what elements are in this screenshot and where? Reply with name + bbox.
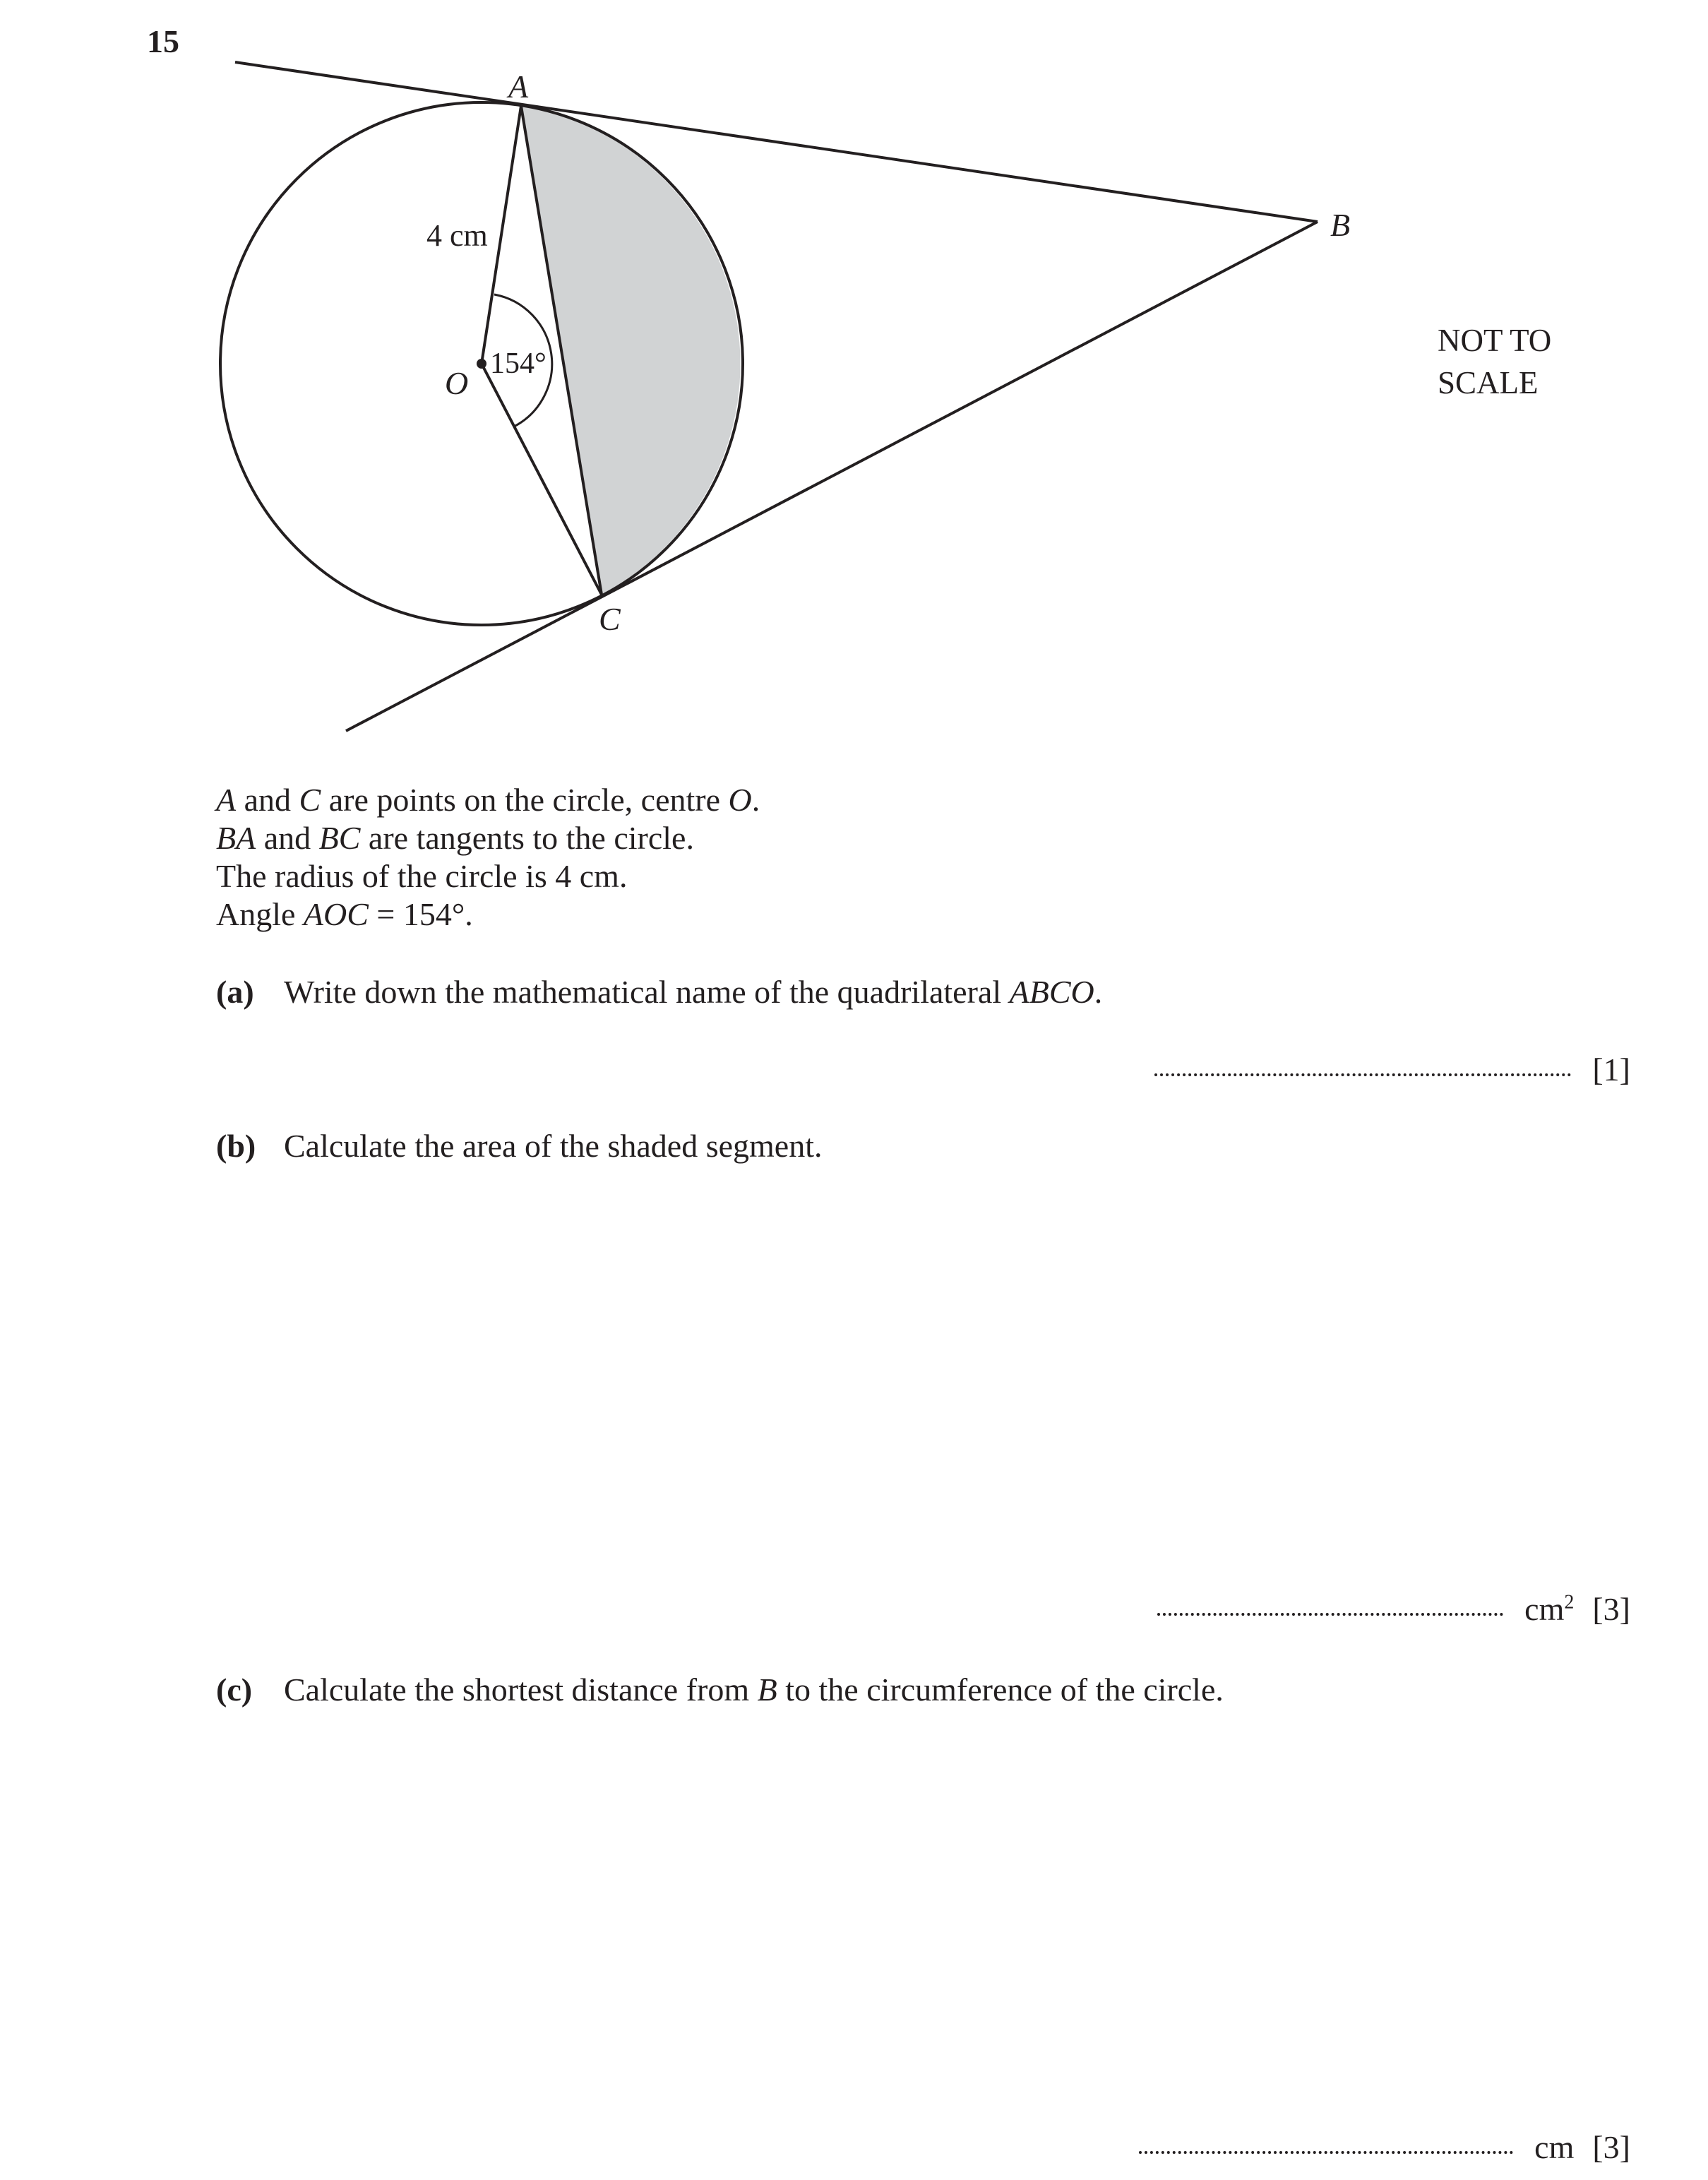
info-1-d: are points on the circle, centre xyxy=(321,782,729,818)
info-1-f: . xyxy=(751,782,760,818)
not-to-scale-line-1: NOT TO xyxy=(1438,323,1552,358)
part-a-question xyxy=(216,973,1102,1011)
info-line-3 xyxy=(216,857,627,895)
part-a-end: . xyxy=(1094,974,1103,1010)
part-b-answer-line[interactable] xyxy=(1157,1613,1503,1616)
part-a-italic: ABCO xyxy=(1009,974,1094,1010)
label-o: O xyxy=(445,365,469,401)
part-a-answer xyxy=(1154,1051,1630,1088)
info-4-b: AOC xyxy=(303,896,369,932)
part-b-answer xyxy=(1157,1590,1630,1628)
part-c-answer xyxy=(1139,2128,1630,2166)
info-line-4 xyxy=(216,895,473,933)
part-b-unit-text: cm xyxy=(1524,1591,1565,1627)
info-line-1 xyxy=(216,781,760,818)
label-radius: 4 cm xyxy=(426,218,488,253)
info-line-2 xyxy=(216,819,694,857)
info-1-a: A xyxy=(216,782,237,818)
info-2-b: and xyxy=(256,820,319,856)
info-2-c: BC xyxy=(318,820,361,856)
part-c-unit: cm xyxy=(1534,2129,1575,2165)
part-a-label: (a) xyxy=(216,974,254,1010)
label-angle: 154° xyxy=(490,347,547,380)
label-c: C xyxy=(599,601,621,637)
part-b-question xyxy=(216,1127,823,1165)
info-1-e: O xyxy=(728,782,752,818)
part-b-unit-sup: 2 xyxy=(1564,1591,1575,1614)
part-c-question xyxy=(216,1671,1224,1708)
info-2-a: BA xyxy=(216,820,256,856)
part-c-text-before: Calculate the shortest distance from xyxy=(284,1672,758,1708)
info-1-c: C xyxy=(299,782,321,818)
part-a-answer-line[interactable] xyxy=(1154,1073,1571,1076)
part-c-label: (c) xyxy=(216,1672,253,1708)
not-to-scale-note xyxy=(1438,319,1551,404)
info-1-b: and xyxy=(236,782,299,818)
part-b-text: Calculate the area of the shaded segment. xyxy=(284,1128,823,1164)
info-3-a: The radius of the circle is 4 cm. xyxy=(216,858,628,894)
part-c-text-after: to the circumference of the circle. xyxy=(777,1672,1224,1708)
part-c-italic: B xyxy=(757,1672,777,1708)
part-c-marks: [3] xyxy=(1592,2129,1630,2165)
centre-dot xyxy=(477,359,486,369)
label-b: B xyxy=(1330,207,1351,243)
part-b-unit xyxy=(1524,1590,1574,1628)
part-b-marks: [3] xyxy=(1592,1591,1630,1627)
shaded-segment xyxy=(521,106,741,595)
not-to-scale-line-2: SCALE xyxy=(1438,365,1539,400)
part-c-answer-line[interactable] xyxy=(1139,2151,1513,2154)
tangent-ba xyxy=(235,62,1318,222)
part-a-text: Write down the mathematical name of the quadrilateral xyxy=(284,974,1010,1010)
part-b-label: (b) xyxy=(216,1128,256,1164)
info-2-d: are tangents to the circle. xyxy=(360,820,694,856)
question-number: 15 xyxy=(147,23,179,59)
info-4-c: = 154°. xyxy=(368,896,473,932)
info-4-a: Angle xyxy=(216,896,304,932)
part-a-marks: [1] xyxy=(1592,1052,1630,1088)
label-a: A xyxy=(508,69,529,105)
